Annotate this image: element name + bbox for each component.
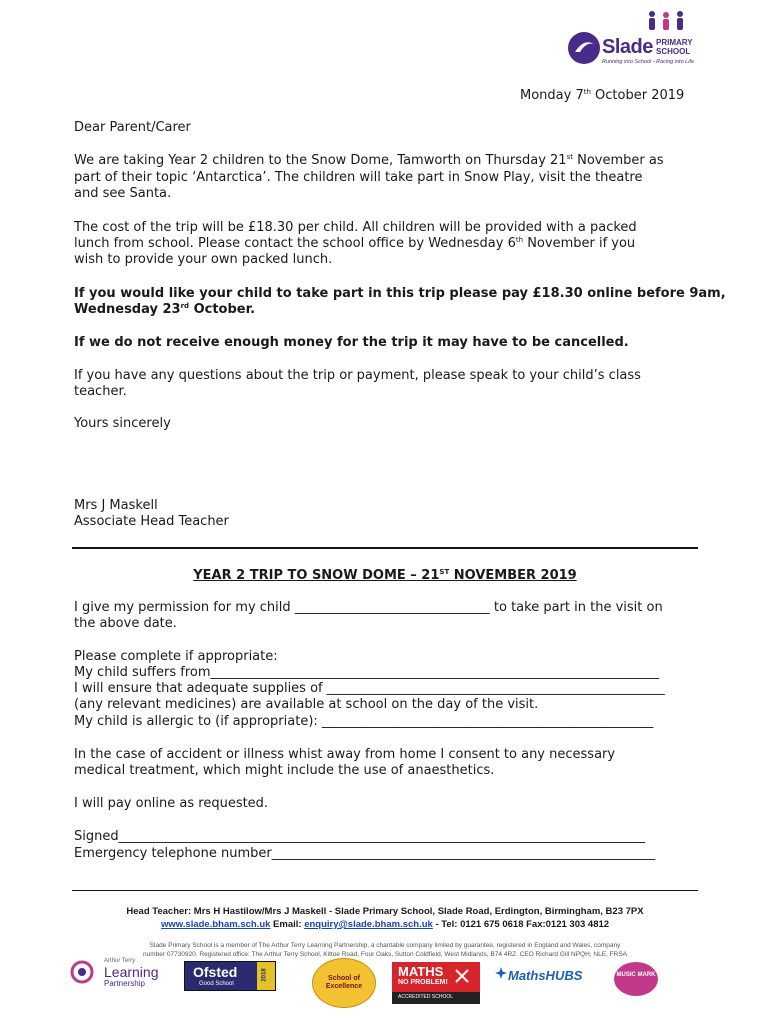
children-figures-icon bbox=[644, 10, 688, 36]
paragraph-line: medical treatment, which might include the use of anaesthetics. bbox=[74, 763, 495, 778]
paragraph-line: lunch from school. Please contact the school office by Wednesday 6th November if you bbox=[74, 236, 636, 251]
swoosh-icon bbox=[566, 30, 602, 66]
logo-tagline: Running into School - Racing into Life bbox=[602, 59, 695, 65]
signatory-name: Mrs J Maskell bbox=[74, 498, 158, 513]
closing: Yours sincerely bbox=[74, 416, 171, 431]
payment-notice: If you would like your child to take part in this trip please pay £18.30 online before 9am, bbox=[74, 286, 726, 301]
tear-off-divider bbox=[72, 547, 698, 549]
footer-address: Head Teacher: Mrs H Hastilow/Mrs J Maskell - Slade Primary School, Slade Road, Erdington, Birmingham, B23 7PX bbox=[126, 906, 644, 917]
paragraph-line: I will pay online as requested. bbox=[74, 796, 269, 811]
learning-partnership-logo: Arthur Terry Learning Partnership bbox=[70, 958, 170, 990]
letter-date: Monday 7th October 2019 bbox=[520, 88, 685, 103]
complete-heading: Please complete if appropriate: bbox=[74, 649, 278, 664]
hub-star-icon bbox=[494, 966, 508, 980]
emergency-phone-field[interactable]: Emergency telephone number___________________________________________________________ bbox=[74, 846, 656, 861]
paragraph-line: wish to provide your own packed lunch. bbox=[74, 252, 333, 267]
paragraph-line: and see Santa. bbox=[74, 186, 172, 201]
signature-field[interactable]: Signed_________________________________________________________________________________ bbox=[74, 829, 646, 844]
partnership-mark-icon bbox=[70, 960, 94, 984]
school-logo bbox=[566, 10, 706, 70]
paragraph-line: part of their topic ‘Antarctica’. The children will take part in Snow Play, visit the theatre bbox=[74, 170, 643, 185]
salutation: Dear Parent/Carer bbox=[74, 120, 191, 135]
ofsted-badge: Ofsted Good School 2018 bbox=[184, 961, 276, 991]
maths-no-problem-badge: MATHS NO PROBLEM! ACCREDITED SCHOOL bbox=[392, 962, 480, 1004]
cross-icon bbox=[454, 968, 470, 984]
permission-field[interactable]: I give my permission for my child ______________________________ to take part in the visit on bbox=[74, 600, 663, 615]
paragraph-line: We are taking Year 2 children to the Snow Dome, Tamworth on Thursday 21st November as bbox=[74, 153, 664, 168]
payment-deadline: Wednesday 23rd October. bbox=[74, 302, 256, 317]
allergy-field[interactable]: My child is allergic to (if appropriate): ___________________________________________________ bbox=[74, 714, 654, 729]
paragraph-line: the above date. bbox=[74, 616, 177, 631]
supplies-field[interactable]: I will ensure that adequate supplies of ____________________________________________________ bbox=[74, 681, 665, 696]
footer-contact: www.slade.bham.sch.uk Email: enquiry@slade.bham.sch.uk - Tel: 0121 675 0618 Fax:0121 303 4812 bbox=[160, 919, 610, 930]
paragraph-line: The cost of the trip will be £18.30 per child. All children will be provided with a packed bbox=[74, 220, 637, 235]
paragraph-line: If you have any questions about the trip or payment, please speak to your child’s class bbox=[74, 368, 641, 383]
paragraph-line: (any relevant medicines) are available at school on the day of the visit. bbox=[74, 697, 539, 712]
slip-title: YEAR 2 TRIP TO SNOW DOME – 21ST NOVEMBER 2019 bbox=[193, 568, 577, 583]
paragraph-line: teacher. bbox=[74, 384, 127, 399]
email-link[interactable]: enquiry@slade.bham.sch.uk bbox=[304, 919, 433, 930]
website-link[interactable]: www.slade.bham.sch.uk bbox=[160, 919, 271, 930]
cancellation-notice: If we do not receive enough money for the trip it may have to be cancelled. bbox=[74, 335, 629, 350]
paragraph-line: In the case of accident or illness whist away from home I consent to any necessary bbox=[74, 747, 616, 762]
signatory-title: Associate Head Teacher bbox=[74, 514, 229, 529]
logo-subtitle: PRIMARY SCHOOL bbox=[656, 38, 693, 56]
footer-divider bbox=[72, 890, 698, 891]
footer-legal: Slade Primary School is a member of The Arthur Terry Learning Partnership, a charitable company limited by guarantee, registered in England and Wales, company number 07730920. Registered office: The Arthur Terry School, Kittoe Road, Four Oaks, Sutton Coldfield, West Midlands, B74 4RZ. CEO Richard Gill NPQH, NLE, FRSA bbox=[143, 942, 627, 958]
logo-name: Slade bbox=[602, 36, 653, 58]
music-mark-badge: MUSIC MARK bbox=[614, 962, 658, 996]
condition-field[interactable]: My child suffers from_____________________________________________________________________ bbox=[74, 665, 660, 680]
maths-hubs-logo: MathsHUBS bbox=[494, 966, 598, 986]
school-of-excellence-badge: School of Excellence bbox=[312, 958, 376, 1008]
